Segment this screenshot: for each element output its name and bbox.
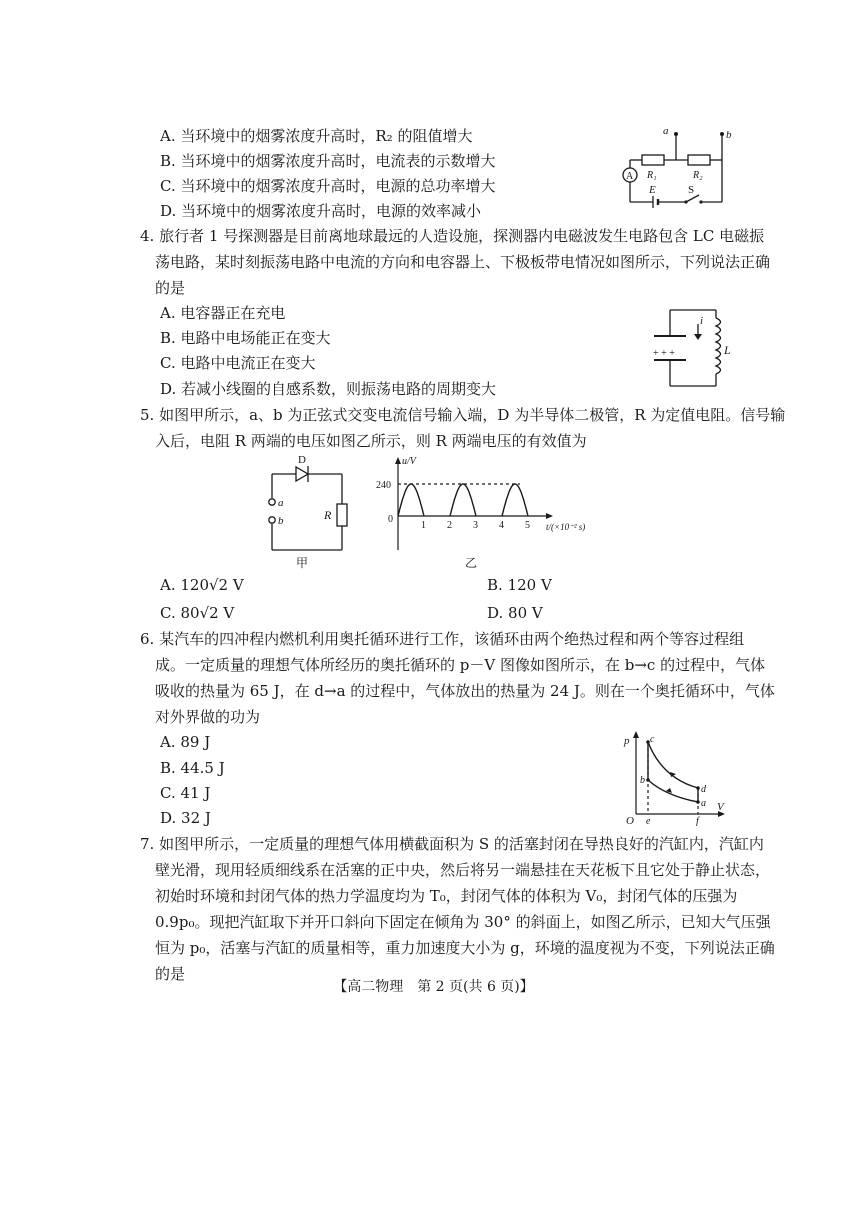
- q7-stem-line-2: 壁光滑，现用轻质细线系在活塞的正中央，然后将另一端悬挂在天花板下且它处于静止状态，: [155, 861, 771, 879]
- q5-waveform: [398, 484, 528, 516]
- q5-option-d: D. 80 V: [487, 604, 543, 622]
- q4-inductor-label: L: [724, 343, 731, 357]
- q3-option-d: D. 当环境中的烟雾浓度升高时，电源的效率减小: [160, 202, 482, 220]
- q4-lc-circuit-figure: [648, 304, 738, 392]
- q5-diode-circuit-figure: [258, 452, 358, 570]
- page-footer: 【高二物理 第 2 页(共 6 页)】: [333, 979, 534, 995]
- q6-stem-line-4: 对外界做的功为: [155, 708, 261, 726]
- q4-stem-line-1: 4. 旅行者 1 号探测器是目前离地球最远的人造设施，探测器内电磁波发生电路包含 LC 电磁振: [140, 227, 765, 245]
- q6-stem-line-2: 成。一定质量的理想气体所经历的奥托循环的 p－V 图像如图所示，在 b→c 的过程中，气体: [155, 656, 766, 674]
- q4-option-b: B. 电路中电场能正在变大: [160, 329, 331, 347]
- q5-x-axis-label: t/(×10⁻² s): [546, 522, 586, 532]
- q6-point-c-label: c: [650, 734, 655, 745]
- q5-x-tick-5: 5: [525, 520, 530, 531]
- q5-origin-label: 0: [388, 514, 393, 525]
- q3-option-b: B. 当环境中的烟雾浓度升高时，电流表的示数增大: [160, 152, 496, 170]
- q3-terminal-a-label: a: [663, 125, 669, 137]
- q6-point-a-label: a: [701, 798, 706, 809]
- q6-point-b-label: b: [640, 775, 645, 786]
- q6-option-a: A. 89 J: [160, 733, 211, 751]
- q4-stem-line-2: 荡电路，某时刻振荡电路中电流的方向和电容器上、下极板带电情况如图所示，下列说法正确: [155, 253, 771, 271]
- q4-option-a: A. 电容器正在充电: [160, 304, 286, 322]
- q6-v-axis-label: V: [717, 801, 724, 813]
- q5-fig-jia-caption: 甲: [296, 556, 309, 570]
- q5-x-tick-3: 3: [473, 520, 478, 531]
- q6-stem-line-1: 6. 某汽车的四冲程内燃机利用奥托循环进行工作，该循环由两个绝热过程和两个等容过程组: [140, 630, 745, 648]
- q5-fig-yi-caption: 乙: [465, 556, 478, 570]
- q7-stem-line-3: 初始时环境和封闭气体的热力学温度均为 T₀，封闭气体的体积为 V₀，封闭气体的压强为: [155, 887, 738, 905]
- q6-point-d-label: d: [701, 784, 706, 795]
- q5-terminal-a-label: a: [278, 497, 284, 509]
- q6-stem-line-3: 吸收的热量为 65 J，在 d→a 的过程中，气体放出的热量为 24 J。则在一个奥托循环中，气体: [155, 682, 775, 700]
- q3-ammeter-label: A: [626, 171, 634, 182]
- q5-x-tick-4: 4: [499, 520, 504, 531]
- q7-stem-line-4: 0.9p₀。现把汽缸取下并开口斜向下固定在倾角为 30° 的斜面上，如图乙所示，已知大气压强: [155, 913, 771, 931]
- q6-origin-label: O: [626, 815, 634, 826]
- q4-option-c: C. 电路中电流正在变大: [160, 354, 316, 372]
- q5-diode-label: D: [298, 454, 306, 466]
- q4-plate-charge-label: + + +: [653, 348, 675, 359]
- q7-stem-line-5: 恒为 p₀，活塞与汽缸的质量相等，重力加速度大小为 g，环境的温度视为不变，下列说法正确: [155, 939, 775, 957]
- q6-p-axis-label: p: [624, 735, 630, 747]
- q5-resistor-label: R: [324, 508, 332, 522]
- q6-option-b: B. 44.5 J: [160, 759, 225, 777]
- q5-option-b: B. 120 V: [487, 576, 552, 594]
- q5-x-tick-2: 2: [447, 520, 452, 531]
- q5-option-a: A. 120√2 V: [160, 576, 244, 594]
- q3-r1-label: R₁: [647, 170, 657, 181]
- q5-stem-line-1: 5. 如图甲所示，a、b 为正弦式交变电流信号输入端，D 为半导体二极管，R 为定值电阻。信号输: [140, 406, 786, 424]
- q5-y-axis-label: u/V: [402, 456, 416, 467]
- q3-emf-label: E: [649, 184, 656, 196]
- q7-stem-line-1: 7. 如图甲所示，一定质量的理想气体用横截面积为 S 的活塞封闭在导热良好的汽缸内，汽缸内: [140, 835, 764, 853]
- q3-switch-label: S: [688, 184, 695, 196]
- q5-voltage-graph: [370, 452, 610, 570]
- q6-point-f-label: f: [696, 816, 699, 826]
- q4-stem-line-3: 的是: [155, 279, 186, 297]
- q6-option-c: C. 41 J: [160, 784, 211, 802]
- q5-terminal-b-label: b: [278, 515, 284, 527]
- q6-pv-diagram: [622, 730, 728, 826]
- q4-option-d: D. 若减小线圈的自感系数，则振荡电路的周期变大: [160, 380, 497, 398]
- q3-circuit-figure: [606, 124, 734, 216]
- q3-option-c: C. 当环境中的烟雾浓度升高时，电源的总功率增大: [160, 177, 496, 195]
- q6-point-e-label: e: [646, 816, 651, 826]
- q4-current-label: i: [700, 315, 704, 327]
- q3-r2-label: R₂: [693, 170, 703, 181]
- q6-option-d: D. 32 J: [160, 809, 211, 827]
- q5-y-tick-240: 240: [376, 480, 391, 491]
- q5-option-c: C. 80√2 V: [160, 604, 235, 622]
- q3-option-a: A. 当环境中的烟雾浓度升高时，R₂ 的阻值增大: [160, 127, 473, 145]
- q7-stem-line-6: 的是: [155, 965, 186, 983]
- q5-x-tick-1: 1: [421, 520, 426, 531]
- q3-terminal-b-label: b: [726, 129, 732, 141]
- q5-stem-line-2: 入后，电阻 R 两端的电压如图乙所示，则 R 两端电压的有效值为: [155, 432, 587, 450]
